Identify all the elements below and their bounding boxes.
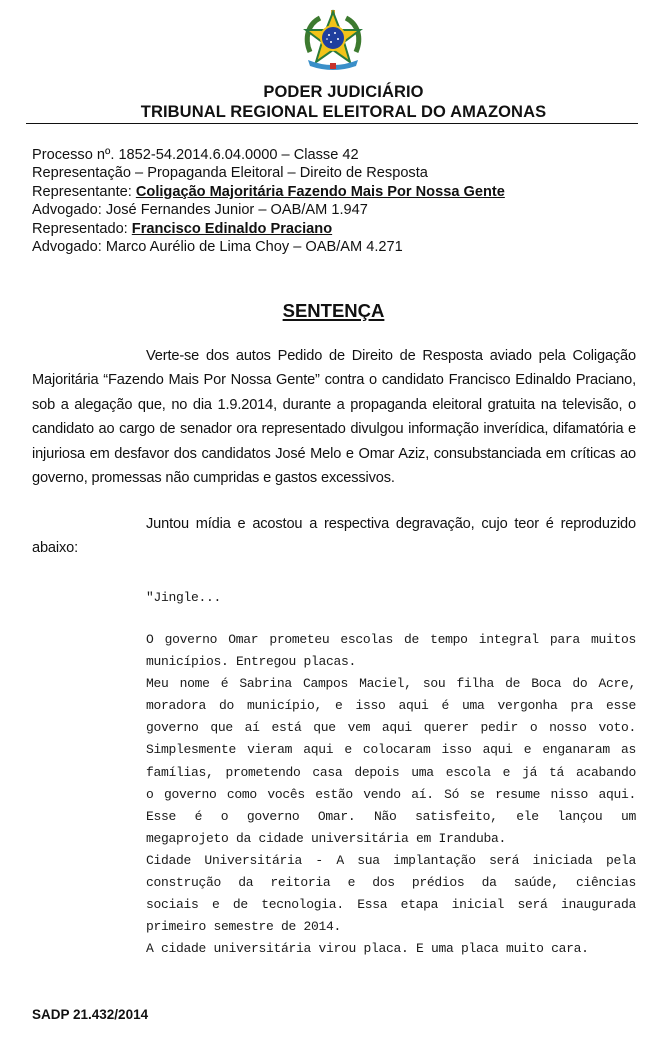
- document-title: SENTENÇA: [282, 300, 385, 321]
- defendant-label: Representado:: [32, 220, 132, 237]
- quote-line: o governo como vocês estão vendo aí. Só se resume nisso aqui.: [146, 786, 636, 802]
- header-court-branch: PODER JUDICIÁRIO: [263, 83, 424, 101]
- quote-line: Cidade Universitária - A sua implantação será iniciada pela: [146, 852, 636, 868]
- footer-reference: SADP 21.432/2014: [32, 1007, 149, 1022]
- quote-line: moradora do município, e isso aqui é uma vergonha pra esse: [146, 698, 636, 714]
- quote-line: Meu nome é Sabrina Campos Maciel, sou filha de Boca do Acre,: [146, 676, 636, 692]
- quote-line: A cidade universitária virou placa. E uma placa muito cara.: [146, 941, 589, 957]
- case-number: Processo nº. 1852-54.2014.6.04.0000 – Classe 42: [32, 147, 359, 163]
- paragraph-2: Juntou mídia e acostou a respectiva degravação, cujo teor é reproduzido abaixo:: [32, 516, 636, 557]
- defendant-lawyer: Advogado: Marco Aurélio de Lima Choy – OAB/AM 4.271: [32, 239, 403, 256]
- quote-line: construção da reitoria e dos prédios da saúde, ciências: [146, 875, 636, 891]
- quote-line: Esse é o governo Omar. Não satisfeito, ele lançou um: [146, 808, 636, 824]
- plaintiff-lawyer: Advogado: José Fernandes Junior – OAB/AM 1.947: [32, 202, 368, 219]
- quote-line: megaprojeto da cidade universitária em Iranduba.: [146, 830, 507, 846]
- plaintiff-label: Representante:: [32, 183, 136, 200]
- header-divider: [26, 123, 638, 124]
- quote-line: Simplesmente vieram aqui e colocaram isso aqui e enganaram as: [146, 742, 636, 758]
- quote-transcript: [146, 629, 636, 960]
- quote-line: governo que aí está que vem aqui querer pedir o nosso voto.: [146, 720, 636, 736]
- quote-line: primeiro semestre de 2014.: [146, 919, 342, 935]
- paragraph-1: Verte-se dos autos Pedido de Direito de Resposta aviado pela Coligação Majoritária “Fazendo Mais Por Nossa Gente” contra o candidato Francisco Edinaldo Praciano, sob a alegação que, no dia 1.9.2014, durante a propaganda eleitoral gratuita na televisão, o candidato ao cargo de senador ora representado divulgou informação inverídica, difamatória e injuriosa em desfavor dos candidatos José Melo e Omar Aziz, consubstanciada em críticas ao governo, promessas não cumpridas e gastos excessivos.: [32, 348, 636, 487]
- header-court-name: TRIBUNAL REGIONAL ELEITORAL DO AMAZONAS: [140, 103, 547, 121]
- defendant-name: Francisco Edinaldo Praciano: [131, 220, 333, 237]
- brazil-coat-of-arms-icon: [300, 8, 366, 72]
- case-type: Representação – Propaganda Eleitoral – Direito de Resposta: [32, 165, 428, 182]
- case-plaintiff: [32, 183, 505, 201]
- case-info: [32, 146, 505, 256]
- quote-jingle: "Jingle...: [146, 590, 222, 605]
- case-defendant: [32, 220, 505, 238]
- quote-line: famílias, prometendo casa depois uma escola e já tá acabando: [146, 764, 636, 780]
- quote-line: O governo Omar prometeu escolas de tempo integral para muitos: [146, 632, 636, 647]
- quote-line: municípios. Entregou placas.: [146, 654, 357, 670]
- quote-line: sociais e de tecnologia. Essa etapa inicial será inaugurada: [146, 897, 636, 913]
- plaintiff-name: Coligação Majoritária Fazendo Mais Por Nossa Gente: [135, 183, 505, 200]
